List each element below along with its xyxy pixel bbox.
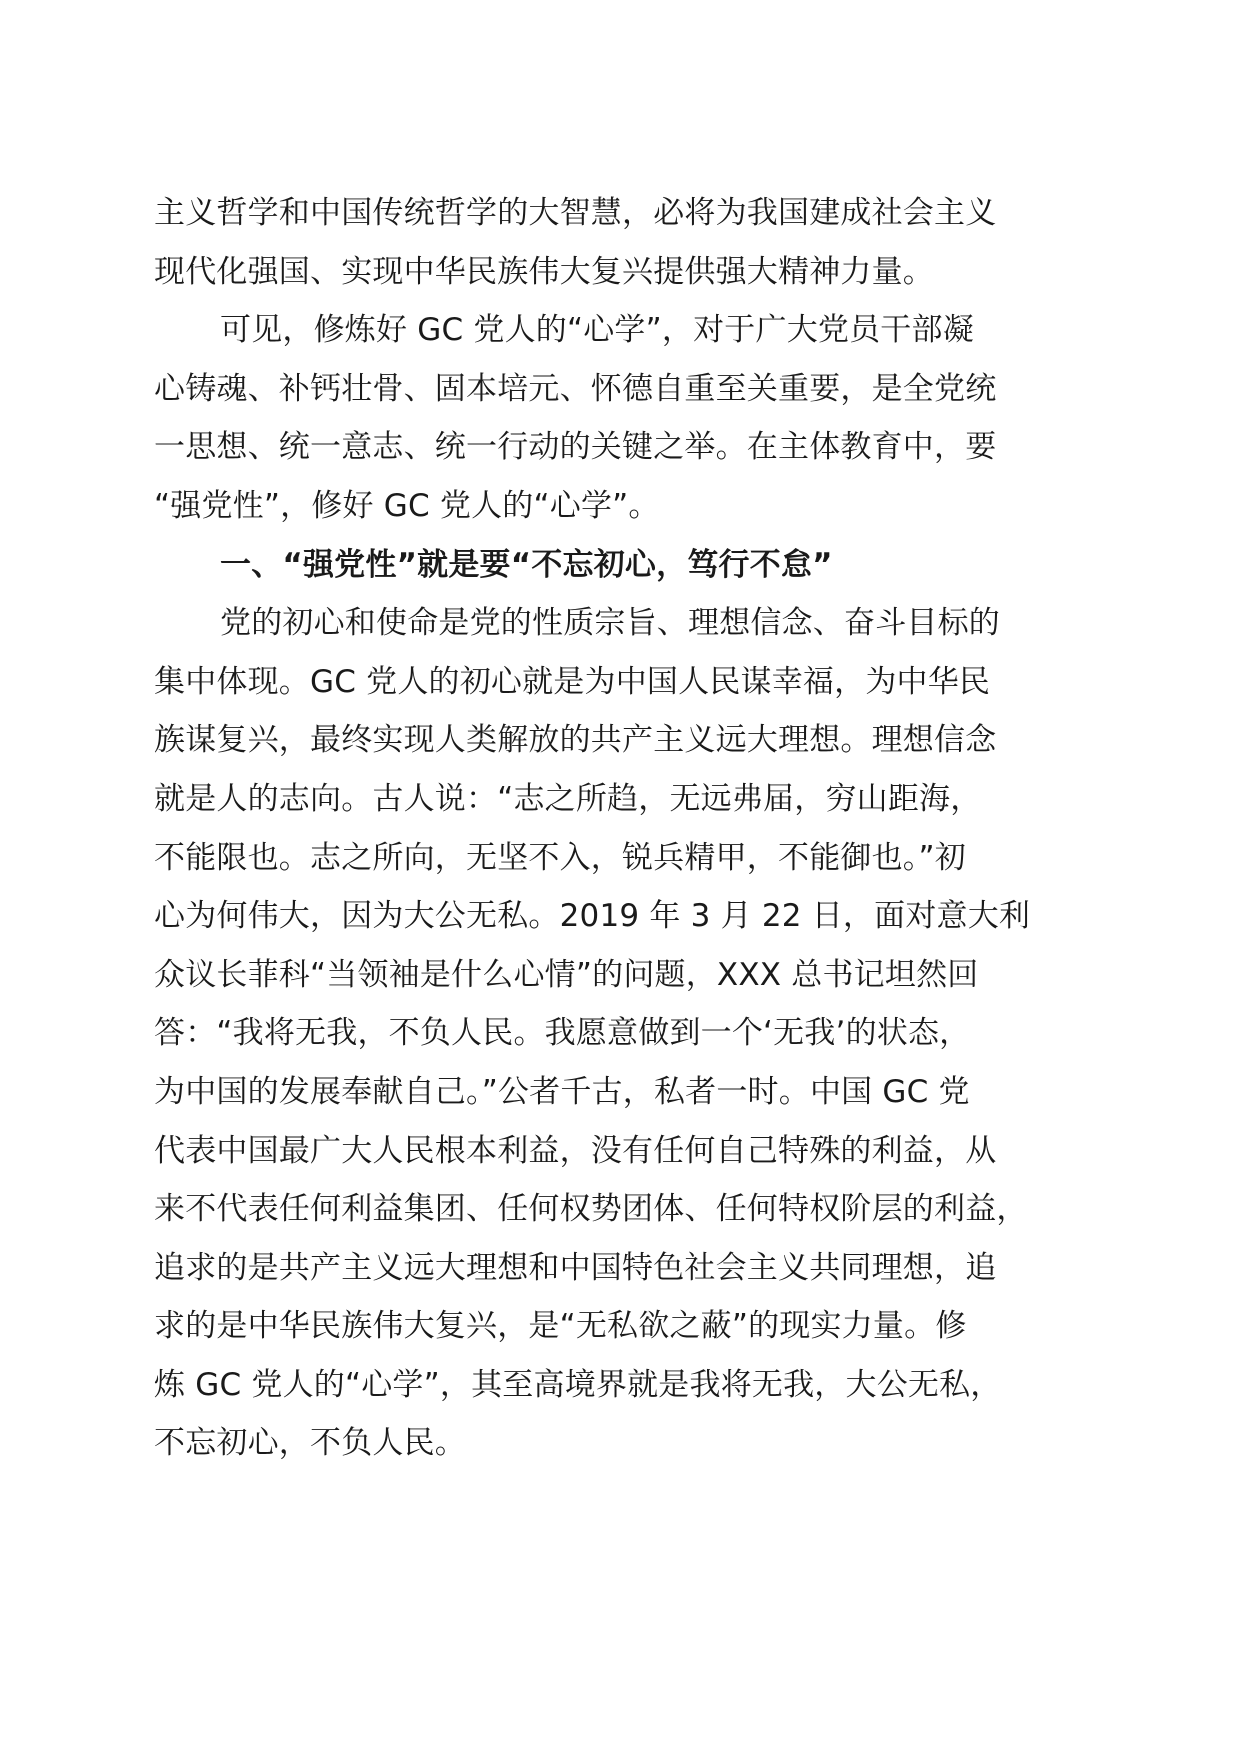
text-line: 心为何伟大，因为大公无私。2019 年 3 月 22 日，面对意大利 — [154, 898, 1031, 935]
text-line: 追求的是共产主义远大理想和中国特色社会主义共同理想，追 — [154, 1249, 997, 1286]
paragraph-section-1 — [154, 594, 1094, 1473]
text-line: 代表中国最广大人民根本利益，没有任何自己特殊的利益，从 — [154, 1132, 997, 1169]
text-line: 可见，修炼好 GC 党人的“心学”，对于广大党员干部凝 — [220, 312, 974, 349]
text-line: 来不代表任何利益集团、任何权势团体、任何特权阶层的利益， — [154, 1191, 1028, 1228]
text-line: 一思想、统一意志、统一行动的关键之举。在主体教育中，要 — [154, 429, 997, 466]
text-line: 就是人的志向。古人说：“志之所趋，无远弗届，穷山距海， — [154, 780, 982, 817]
text-line: 炼 GC 党人的“心学”，其至高境界就是我将无我，大公无私， — [154, 1366, 1002, 1403]
section-heading: 一、“强党性”就是要“不忘初心，笃行不怠” — [220, 546, 833, 583]
text-line: 主义哲学和中国传统哲学的大智慧，必将为我国建成社会主义 — [154, 195, 997, 231]
text-line: 不能限也。志之所向，无坚不入，锐兵精甲，不能御也。”初 — [154, 839, 966, 876]
text-line: 求的是中华民族伟大复兴，是“无私欲之蔽”的现实力量。修 — [154, 1308, 967, 1345]
text-line: 现代化强国、实现中华民族伟大复兴提供强大精神力量。 — [154, 253, 934, 290]
paragraph-continued — [154, 184, 1094, 301]
text-line: 族谋复兴，最终实现人类解放的共产主义远大理想。理想信念 — [154, 722, 997, 759]
text-line: 不忘初心，不负人民。 — [154, 1425, 466, 1462]
text-line: 为中国的发展奉献自己。”公者千古，私者一时。中国 GC 党 — [154, 1073, 970, 1110]
text-line: 党的初心和使命是党的性质宗旨、理想信念、奋斗目标的 — [220, 605, 1000, 642]
text-line: 众议长菲科“当领袖是什么心情”的问题，XXX 总书记坦然回 — [154, 956, 979, 993]
document-body — [154, 184, 1094, 1473]
text-line: 集中体现。GC 党人的初心就是为中国人民谋幸福，为中华民 — [154, 663, 991, 700]
text-line: “强党性”，修好 GC 党人的“心学”。 — [154, 487, 660, 524]
text-line: 答：“我将无我，不负人民。我愿意做到一个‘无我’的状态， — [154, 1015, 971, 1052]
text-line: 心铸魂、补钙壮骨、固本培元、怀德自重至关重要，是全党统 — [154, 370, 997, 407]
paragraph-conclusion — [154, 301, 1094, 535]
